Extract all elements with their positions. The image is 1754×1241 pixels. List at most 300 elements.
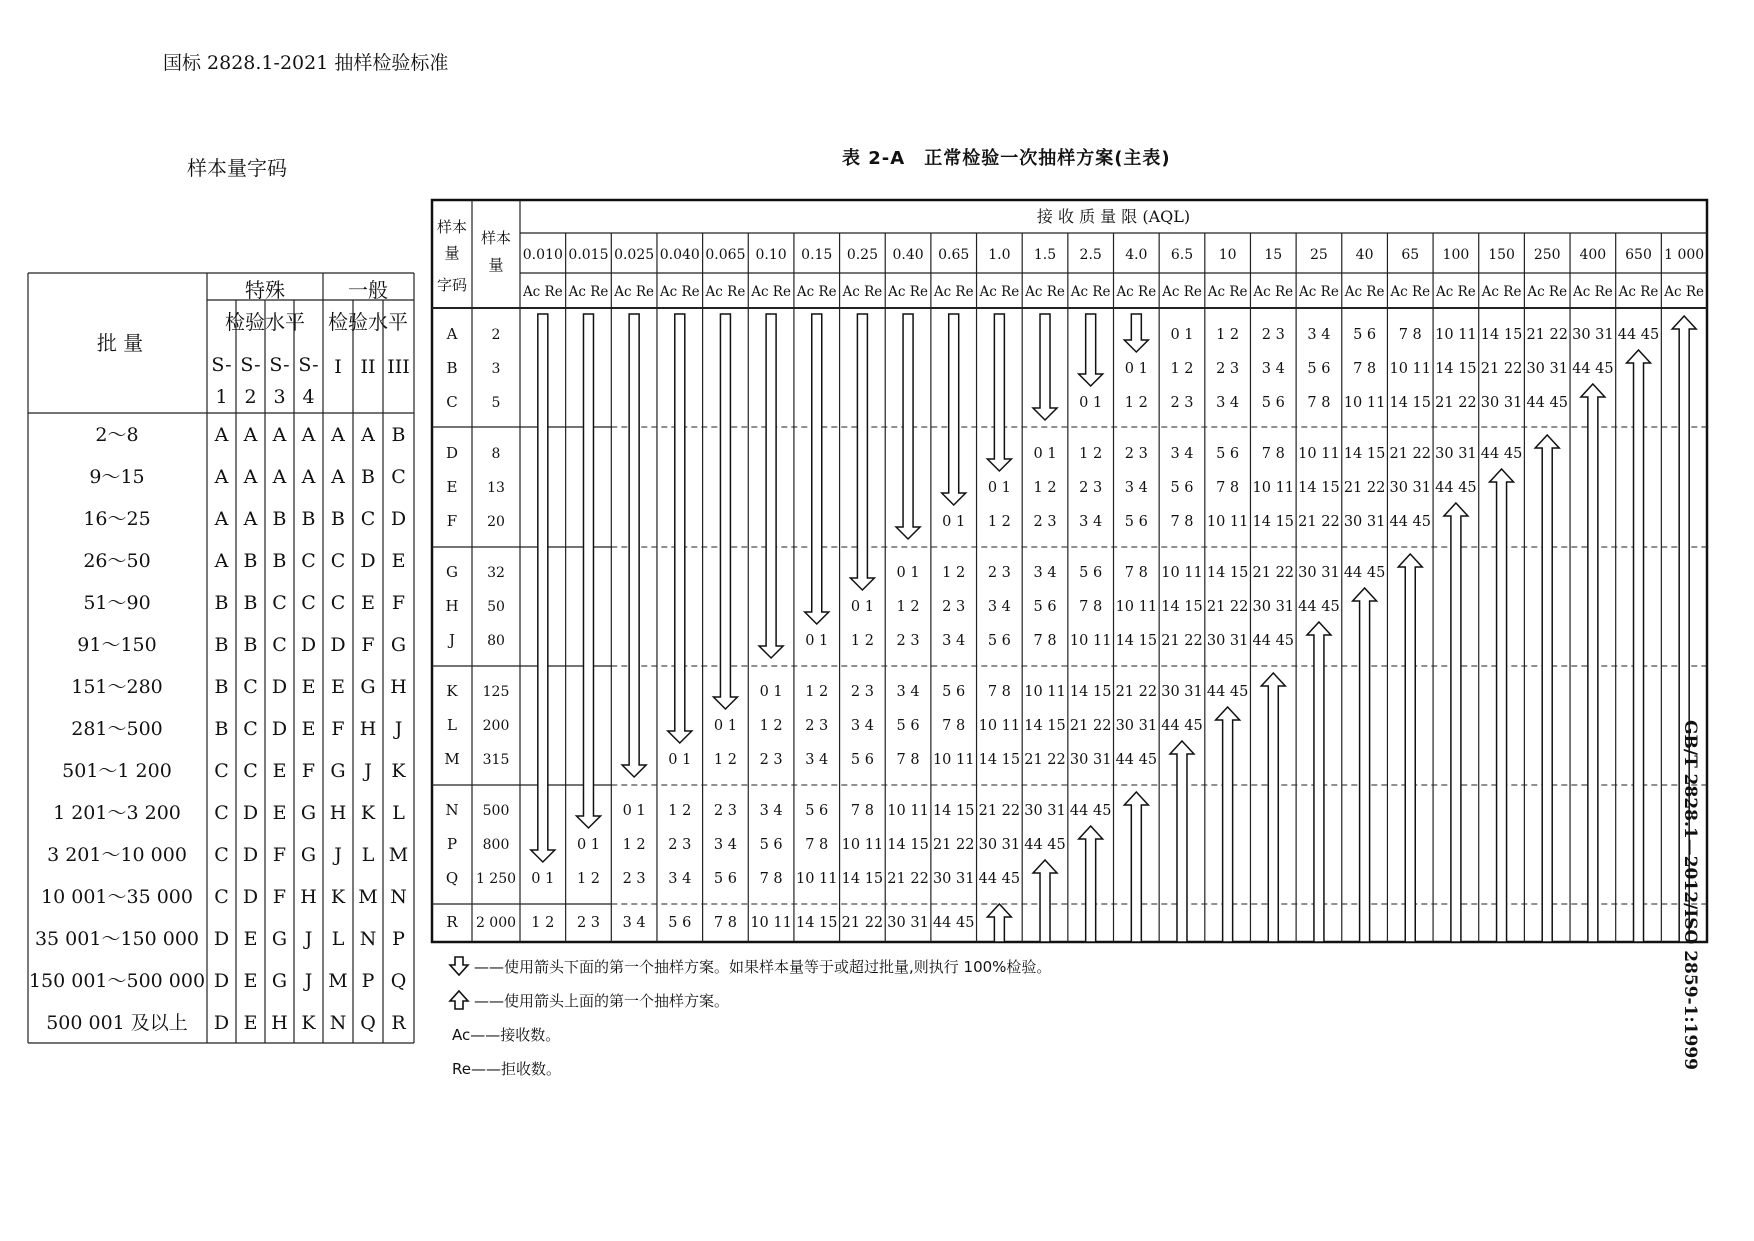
arrow-down-icon — [759, 314, 783, 658]
acre-cell: 2 3 — [1079, 480, 1103, 496]
acre-cell: 44 45 — [1298, 599, 1340, 615]
acre-cell: 7 8 — [942, 718, 966, 734]
acre-cell: 30 31 — [978, 837, 1021, 853]
arrow-down-icon — [713, 314, 737, 709]
size-header: 量 — [488, 256, 504, 274]
acre-cell: 5 6 — [942, 684, 966, 700]
acre-cell: 30 31 — [887, 915, 929, 931]
lot-range: 501～1 200 — [62, 760, 172, 782]
ac-re-label: Ac Re — [1162, 284, 1202, 300]
level-label: S- — [298, 354, 319, 376]
acre-cell: 30 31 — [932, 871, 975, 887]
acre-cell: 5 6 — [1079, 565, 1103, 581]
legend-up-text: ——使用箭头上面的第一个抽样方案。 — [474, 991, 730, 1010]
code-letter-cell: D — [390, 508, 407, 530]
code-letter-cell: A — [214, 466, 229, 488]
acre-cell: 2 3 — [942, 599, 966, 615]
acre-cell: 21 22 — [978, 803, 1021, 819]
legend-down — [448, 955, 1051, 977]
acre-cell: 10 11 — [1389, 361, 1432, 377]
code-letter-cell: A — [214, 508, 229, 530]
code-letter-cell: F — [361, 634, 375, 656]
aql-value: 0.010 — [522, 247, 563, 263]
acre-cell: 2 3 — [1124, 446, 1148, 462]
acre-cell: 7 8 — [850, 803, 874, 819]
code-letter-cell: L — [392, 802, 405, 824]
code-letter-cell: C — [301, 592, 316, 614]
size-header: 样本 — [480, 229, 512, 247]
aql-value: 0.65 — [938, 247, 970, 263]
acre-cell: 10 11 — [1343, 395, 1386, 411]
code-letter-cell: B — [272, 550, 287, 572]
acre-cell: 7 8 — [1261, 446, 1285, 462]
code-letter-cell: F — [331, 718, 345, 740]
acre-cell: 2 3 — [622, 871, 646, 887]
code-letter-cell: B — [214, 718, 229, 740]
lot-range: 1 201～3 200 — [53, 802, 181, 824]
acre-cell: 1 2 — [850, 633, 874, 649]
level-label: 4 — [302, 386, 315, 408]
row-code-letter: J — [448, 631, 456, 649]
code-letter-cell: E — [301, 676, 316, 698]
acre-cell: 7 8 — [759, 871, 783, 887]
row-sample-size: 80 — [487, 633, 505, 649]
acre-cell: 21 22 — [932, 837, 975, 853]
acre-cell: 44 45 — [1389, 514, 1432, 530]
arrow-down-icon — [448, 955, 470, 977]
acre-cell: 44 45 — [1115, 752, 1158, 768]
arrow-up-icon — [1353, 588, 1377, 942]
row-sample-size: 32 — [487, 565, 505, 581]
arrow-up-icon — [1079, 826, 1103, 942]
acre-cell: 14 15 — [1252, 514, 1295, 530]
acre-cell: 5 6 — [850, 752, 874, 768]
row-code-letter: L — [447, 716, 457, 734]
aql-value: 40 — [1355, 247, 1374, 263]
special-level-header: 特殊 — [245, 278, 285, 302]
acre-cell: 0 1 — [759, 684, 783, 700]
acre-cell: 21 22 — [1480, 361, 1523, 377]
acre-cell: 0 1 — [1079, 395, 1103, 411]
acre-cell: 7 8 — [1124, 565, 1148, 581]
acre-cell: 1 2 — [1033, 480, 1057, 496]
code-letter-cell: D — [242, 844, 259, 866]
acre-cell: 44 45 — [1069, 803, 1112, 819]
code-letter-cell: D — [213, 928, 230, 950]
acre-cell: 2 3 — [713, 803, 737, 819]
code-letter-cell: F — [272, 886, 287, 908]
row-code-letter: D — [445, 444, 459, 462]
ac-re-label: Ac Re — [1436, 284, 1476, 300]
acre-cell: 3 4 — [805, 752, 829, 768]
acre-cell: 0 1 — [622, 803, 646, 819]
acre-cell: 10 11 — [1252, 480, 1295, 496]
acre-cell: 44 45 — [978, 871, 1021, 887]
arrow-up-icon — [448, 989, 470, 1011]
document-header: 国标 2828.1-2021 抽样检验标准 — [163, 52, 449, 74]
code-letter-cell: C — [391, 466, 406, 488]
row-sample-size: 5 — [491, 395, 501, 411]
aql-value: 250 — [1533, 247, 1561, 263]
code-letter-cell: B — [361, 466, 375, 488]
acre-cell: 3 4 — [1079, 514, 1103, 530]
acre-cell: 2 3 — [1033, 514, 1057, 530]
acre-cell: 7 8 — [1398, 327, 1422, 343]
ac-re-label: Ac Re — [888, 284, 928, 300]
arrow-down-icon — [668, 314, 692, 743]
acre-cell: 1 2 — [987, 514, 1011, 530]
general-level-header: 检验水平 — [328, 310, 408, 334]
code-letter-cell: Q — [360, 1012, 376, 1034]
lot-size-header: 批 量 — [96, 331, 144, 355]
acre-cell: 5 6 — [1124, 514, 1148, 530]
acre-cell: 1 2 — [668, 803, 692, 819]
acre-cell: 0 1 — [1033, 446, 1057, 462]
arrow-down-icon — [1124, 314, 1148, 352]
arrow-up-icon — [1627, 350, 1651, 942]
code-letter-cell: J — [394, 718, 403, 740]
acre-cell: 21 22 — [1069, 718, 1112, 734]
acre-cell: 1 2 — [896, 599, 920, 615]
acre-cell: 3 4 — [1033, 565, 1057, 581]
code-letter-cell: C — [214, 844, 229, 866]
code-letter-cell: M — [358, 886, 378, 908]
aql-value: 0.40 — [892, 247, 924, 263]
acre-cell: 10 11 — [841, 837, 884, 853]
acre-cell: 7 8 — [1033, 633, 1057, 649]
row-sample-size: 315 — [482, 752, 510, 768]
ac-re-label: Ac Re — [933, 284, 974, 300]
acre-cell: 10 11 — [1206, 514, 1249, 530]
acre-cell: 30 31 — [1435, 446, 1477, 462]
acre-cell: 30 31 — [1069, 752, 1112, 768]
acre-cell: 7 8 — [1216, 480, 1240, 496]
code-letter-cell: N — [359, 928, 377, 950]
acre-cell: 2 3 — [850, 684, 874, 700]
legend-ac-text: Ac——接收数。 — [452, 1026, 561, 1044]
acre-cell: 1 2 — [805, 684, 829, 700]
code-letter-cell: F — [272, 844, 287, 866]
acre-cell: 14 15 — [1298, 480, 1340, 496]
acre-cell: 0 1 — [942, 514, 966, 530]
aql-value: 400 — [1579, 247, 1607, 263]
acre-cell: 2 3 — [576, 915, 601, 931]
level-label: 1 — [215, 386, 228, 408]
row-code-letter: K — [446, 682, 458, 700]
acre-cell: 3 4 — [987, 599, 1011, 615]
code-letter-cell: K — [301, 1012, 316, 1034]
acre-cell: 5 6 — [1353, 327, 1377, 343]
arrow-up-icon — [1444, 503, 1468, 942]
arrow-down-icon — [1033, 314, 1057, 420]
code-letter-cell: K — [330, 886, 346, 908]
aql-header: 接 收 质 量 限 (AQL) — [1036, 207, 1191, 226]
acre-cell: 10 11 — [1435, 327, 1477, 343]
aql-value: 4.0 — [1125, 247, 1148, 263]
code-letter-cell: C — [214, 802, 229, 824]
lot-range: 2～8 — [95, 424, 139, 446]
arrow-down-icon — [1079, 314, 1103, 386]
code-letter-cell: E — [391, 550, 406, 572]
acre-cell: 14 15 — [887, 837, 929, 853]
arrow-down-icon — [576, 314, 600, 828]
aql-value: 0.065 — [705, 247, 746, 263]
acre-cell: 2 3 — [1216, 361, 1240, 377]
acre-cell: 14 15 — [795, 915, 838, 931]
acre-cell: 1 2 — [1170, 361, 1194, 377]
code-letter-cell: E — [301, 718, 316, 740]
ac-re-label: Ac Re — [751, 284, 791, 300]
acre-cell: 21 22 — [1343, 480, 1386, 496]
ac-re-label: Ac Re — [1527, 284, 1568, 300]
level-label: 3 — [273, 386, 286, 408]
acre-cell: 7 8 — [987, 684, 1011, 700]
acre-cell: 21 22 — [1252, 565, 1295, 581]
arrow-up-icon — [1124, 792, 1148, 942]
acre-cell: 3 4 — [850, 718, 874, 734]
acre-cell: 3 4 — [1216, 395, 1240, 411]
acre-cell: 14 15 — [1115, 633, 1158, 649]
side-standard-label: GB/T 2828.1—2012/ISO 2859-1:1999 — [1680, 720, 1700, 1070]
legend-re — [452, 1058, 561, 1079]
row-sample-size: 800 — [482, 837, 510, 853]
general-level-header: 一般 — [348, 278, 388, 302]
code-letter-cell: A — [301, 424, 316, 446]
row-code-letter: E — [446, 478, 458, 496]
acre-cell: 7 8 — [1307, 395, 1331, 411]
code-letter-cell: J — [304, 970, 313, 992]
arrow-up-icon — [1033, 860, 1057, 942]
acre-cell: 30 31 — [1298, 565, 1340, 581]
acre-cell: 21 22 — [1161, 633, 1203, 649]
acre-cell: 44 45 — [1252, 633, 1295, 649]
acre-cell: 21 22 — [841, 915, 884, 931]
acre-cell: 44 45 — [1526, 395, 1568, 411]
ac-re-label: Ac Re — [979, 284, 1020, 300]
code-letter-cell: E — [361, 592, 375, 614]
code-header: 字码 — [436, 276, 468, 294]
arrow-up-icon — [1398, 554, 1422, 942]
acre-cell: 5 6 — [1261, 395, 1285, 411]
code-letter-cell: A — [214, 550, 229, 572]
legend-up — [448, 989, 729, 1011]
ac-re-label: Ac Re — [842, 284, 883, 300]
code-letter-cell: G — [300, 844, 317, 866]
level-label: S- — [211, 354, 232, 376]
code-letter-cell: A — [243, 424, 258, 446]
row-sample-size: 200 — [482, 718, 510, 734]
acre-cell: 0 1 — [713, 718, 737, 734]
lot-range: 150 001～500 000 — [28, 970, 206, 992]
acre-cell: 44 45 — [1435, 480, 1477, 496]
code-letter-cell: C — [301, 550, 316, 572]
arrow-up-icon — [1490, 469, 1514, 942]
code-letter-cell: C — [214, 886, 229, 908]
acre-cell: 30 31 — [1343, 514, 1386, 530]
main-table-frame — [432, 200, 1707, 942]
acre-cell: 7 8 — [1079, 599, 1103, 615]
aql-value: 25 — [1310, 247, 1328, 263]
acre-cell: 21 22 — [887, 871, 929, 887]
acre-cell: 5 6 — [987, 633, 1011, 649]
acre-cell: 44 45 — [1480, 446, 1523, 462]
acre-cell: 5 6 — [1033, 599, 1057, 615]
code-letter-cell: H — [300, 886, 317, 908]
level-label: S- — [269, 354, 290, 376]
code-letter-cell: K — [391, 760, 406, 782]
acre-cell: 21 22 — [1298, 514, 1340, 530]
code-letter-cell: A — [243, 508, 258, 530]
code-letter-cell: B — [214, 676, 229, 698]
ac-re-label: Ac Re — [1253, 284, 1294, 300]
row-sample-size: 3 — [491, 361, 501, 377]
ac-re-label: Ac Re — [796, 284, 837, 300]
code-letter-cell: G — [360, 676, 376, 698]
code-letter-cell: H — [390, 676, 407, 698]
row-sample-size: 50 — [487, 599, 505, 615]
acre-cell: 21 22 — [1115, 684, 1158, 700]
code-letter-cell: M — [328, 970, 348, 992]
arrow-down-icon — [805, 314, 829, 624]
code-letter-cell: C — [243, 676, 258, 698]
code-letter-cell: A — [272, 424, 287, 446]
acre-cell: 1 2 — [1079, 446, 1103, 462]
arrow-down-icon — [531, 314, 555, 862]
code-letter-cell: L — [331, 928, 345, 950]
acre-cell: 10 11 — [1069, 633, 1112, 649]
code-letter-cell: B — [301, 508, 316, 530]
acre-cell: 44 45 — [932, 915, 975, 931]
acre-cell: 14 15 — [932, 803, 975, 819]
special-level-header: 检验水平 — [225, 310, 305, 334]
acre-cell: 14 15 — [1480, 327, 1523, 343]
acre-cell: 10 11 — [887, 803, 929, 819]
acre-cell: 0 1 — [576, 837, 601, 853]
row-code-letter: F — [446, 512, 458, 530]
code-letter-cell: B — [214, 634, 229, 656]
row-sample-size: 2 — [491, 327, 501, 343]
code-letter-cell: D — [242, 802, 259, 824]
acre-cell: 14 15 — [841, 871, 884, 887]
arrow-down-icon — [850, 314, 874, 590]
code-letter-cell: G — [330, 760, 346, 782]
acre-cell: 14 15 — [1206, 565, 1249, 581]
ac-re-label: Ac Re — [522, 284, 563, 300]
level-label: II — [360, 356, 376, 378]
lot-range: 16～25 — [83, 508, 151, 530]
ac-re-label: Ac Re — [659, 284, 700, 300]
code-letter-cell: B — [243, 550, 258, 572]
acre-cell: 30 31 — [1480, 395, 1523, 411]
row-code-letter: R — [446, 913, 458, 931]
row-code-letter: H — [445, 597, 459, 615]
main-table-title: 表 2-A 正常检验一次抽样方案(主表) — [842, 148, 1171, 169]
code-letter-cell: P — [361, 970, 375, 992]
code-letter-cell: C — [243, 760, 258, 782]
acre-cell: 5 6 — [1216, 446, 1240, 462]
aql-value: 0.25 — [846, 247, 878, 263]
left-table-title: 样本量字码 — [187, 156, 287, 180]
arrow-up-icon — [1307, 622, 1331, 942]
acre-cell: 0 1 — [1124, 361, 1148, 377]
code-letter-cell: J — [364, 760, 372, 782]
acre-cell: 2 3 — [805, 718, 829, 734]
arrow-down-icon — [942, 314, 966, 505]
acre-cell: 3 4 — [1307, 327, 1331, 343]
aql-value: 0.040 — [659, 247, 700, 263]
level-label: I — [334, 356, 342, 378]
acre-cell: 7 8 — [1170, 514, 1194, 530]
legend-re-text: Re——拒收数。 — [452, 1060, 561, 1078]
code-letter-cell: G — [390, 634, 407, 656]
acre-cell: 5 6 — [1307, 361, 1331, 377]
lot-range: 151～280 — [71, 676, 163, 698]
acre-cell: 14 15 — [1069, 684, 1112, 700]
aql-value: 150 — [1488, 247, 1515, 263]
acre-cell: 7 8 — [805, 837, 829, 853]
lot-range: 35 001～150 000 — [34, 928, 200, 950]
acre-cell: 1 2 — [1124, 395, 1148, 411]
arrow-up-icon — [1581, 384, 1605, 942]
arrow-down-icon — [622, 314, 646, 777]
lot-range: 10 001～35 000 — [41, 886, 193, 908]
code-letter-cell: D — [271, 676, 288, 698]
row-sample-size: 2 000 — [475, 915, 517, 931]
code-letter-cell: J — [334, 844, 342, 866]
acre-cell: 14 15 — [1389, 395, 1432, 411]
acre-cell: 7 8 — [896, 752, 920, 768]
code-letter-cell: C — [272, 592, 287, 614]
acre-cell: 21 22 — [1526, 327, 1568, 343]
aql-value: 6.5 — [1170, 247, 1194, 263]
code-letter-cell: E — [243, 1012, 258, 1034]
acre-cell: 0 1 — [805, 633, 829, 649]
acre-cell: 10 11 — [1298, 446, 1340, 462]
arrow-up-icon — [1216, 707, 1240, 942]
acre-cell: 0 1 — [987, 480, 1011, 496]
code-header: 量 — [444, 244, 460, 262]
code-letter-cell: C — [214, 760, 229, 782]
code-letter-cell: F — [301, 760, 316, 782]
aql-value: 100 — [1442, 247, 1470, 263]
acre-cell: 2 3 — [1170, 395, 1194, 411]
code-letter-cell: C — [272, 634, 287, 656]
code-letter-cell: A — [214, 424, 229, 446]
ac-re-label: Ac Re — [1207, 284, 1248, 300]
acre-cell: 10 11 — [978, 718, 1021, 734]
lot-range: 500 001 及以上 — [46, 1012, 188, 1034]
acre-cell: 44 45 — [1617, 327, 1660, 343]
acre-cell: 1 2 — [531, 915, 555, 931]
level-label: 2 — [244, 386, 257, 408]
code-letter-cell: N — [329, 1012, 347, 1034]
ac-re-label: Ac Re — [705, 284, 746, 300]
acre-cell: 2 3 — [668, 837, 692, 853]
code-letter-cell: A — [331, 424, 345, 446]
acre-cell: 3 4 — [942, 633, 966, 649]
acre-cell: 0 1 — [1170, 327, 1194, 343]
acre-cell: 44 45 — [1024, 837, 1066, 853]
lot-range: 9～15 — [89, 466, 145, 488]
acre-cell: 14 15 — [1024, 718, 1066, 734]
acre-cell: 10 11 — [1115, 599, 1158, 615]
aql-value: 0.15 — [801, 247, 833, 263]
aql-value: 10 — [1218, 247, 1237, 263]
ac-re-label: Ac Re — [1070, 284, 1111, 300]
acre-cell: 2 3 — [1261, 327, 1285, 343]
row-sample-size: 500 — [482, 803, 510, 819]
code-letter-cell: E — [243, 928, 258, 950]
